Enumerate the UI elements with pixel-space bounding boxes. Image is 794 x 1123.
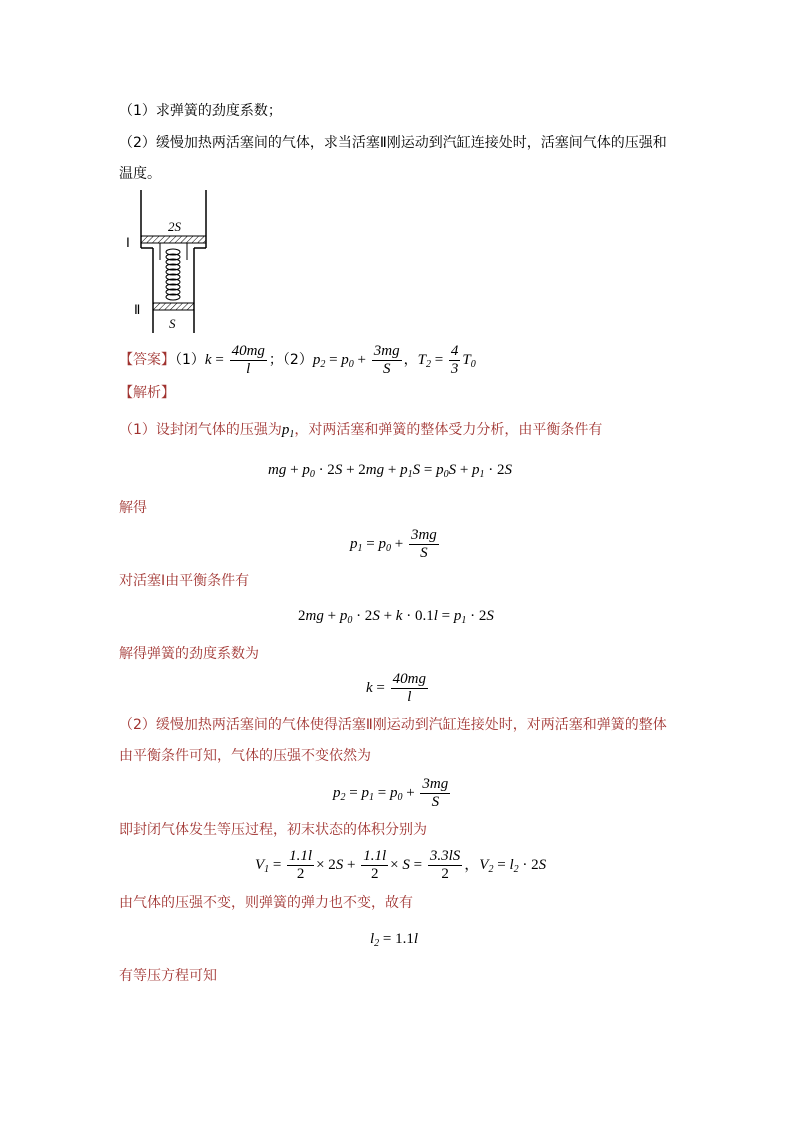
- equation-p2: $p_2 = p_1 = p_0$ + $\frac{3mg}{S}$: [333, 776, 449, 811]
- answer-separator: ；（2）: [268, 352, 313, 368]
- label-piston-1: Ⅰ: [126, 235, 130, 250]
- equation-volumes: $V_1$ = $\frac{1.1l}{2}$ × 2S + $\frac{1.1l}{2}$ × S = $\frac{3.3lS}{2}$ ，$V_2 = l_2 \cdot 2S$: [255, 848, 547, 883]
- equation-p1: $p_1 = p_0$ + $\frac{3mg}{S}$: [350, 527, 437, 562]
- question-1: （1）求弹簧的劲度系数；: [119, 103, 282, 119]
- isobaric-label: 即封闭气体发生等压过程，初末状态的体积分别为: [119, 822, 427, 838]
- equation-k: k = $\frac{40mg}{l}$: [366, 671, 426, 706]
- question-2-line-1: （2）缓慢加热两活塞间的气体，求当活塞Ⅱ刚运动到汽缸连接处时，活塞间气体的压强和: [119, 135, 667, 151]
- cylinder-diagram: [120, 190, 220, 335]
- cylinder-figure: [120, 190, 220, 335]
- analysis-part2-line-1: （2）缓慢加热两活塞间的气体使得活塞Ⅱ刚运动到汽缸连接处时，对两活塞和弹簧的整体: [119, 717, 667, 733]
- question-2-line-2: 温度。: [119, 166, 161, 182]
- label-piston-2: Ⅱ: [134, 302, 141, 317]
- equation-piston1: $2mg + p_0 \cdot 2S + k \cdot 0.1l = p_1 \cdot 2S$: [298, 608, 494, 626]
- analysis-part2-line-2: 由平衡条件可知，气体的压强不变依然为: [119, 748, 371, 764]
- solve-label-1: 解得: [119, 500, 147, 516]
- analysis-tag: 【解析】: [119, 385, 175, 401]
- equation-equilibrium-whole: mg + $p_0 \cdot 2S + 2mg + p_1S = p_0S + p_1 \cdot 2S$: [268, 462, 513, 480]
- answer-line: 【答案】（1）k = $\frac{40mg}{l}$ ；$(2)p_2 = p_0$ + $\frac{3mg}{S}$ ，$T_2$ = $\frac{4}{3}$ $T_0$: [119, 343, 476, 378]
- label-s: S: [169, 316, 176, 331]
- analysis-part1-intro: （1）设封闭气体的压强为$p_1$，对两活塞和弹簧的整体受力分析，由平衡条件有: [119, 422, 603, 440]
- label-2s: 2S: [168, 219, 181, 234]
- isobaric-equation-label: 有等压方程可知: [119, 968, 217, 984]
- answer-part1-label: （1）: [175, 352, 205, 368]
- answer-comma: ，: [403, 352, 418, 368]
- spring-constant-label: 由气体的压强不变，则弹簧的弹力也不变，故有: [119, 895, 413, 911]
- equation-l2: $l_2 = 1.1l$: [370, 931, 419, 949]
- solve-k-label: 解得弹簧的劲度系数为: [119, 646, 259, 662]
- answer-tag: 【答案】: [119, 352, 175, 368]
- piston1-equilibrium-label: 对活塞Ⅰ由平衡条件有: [119, 573, 250, 589]
